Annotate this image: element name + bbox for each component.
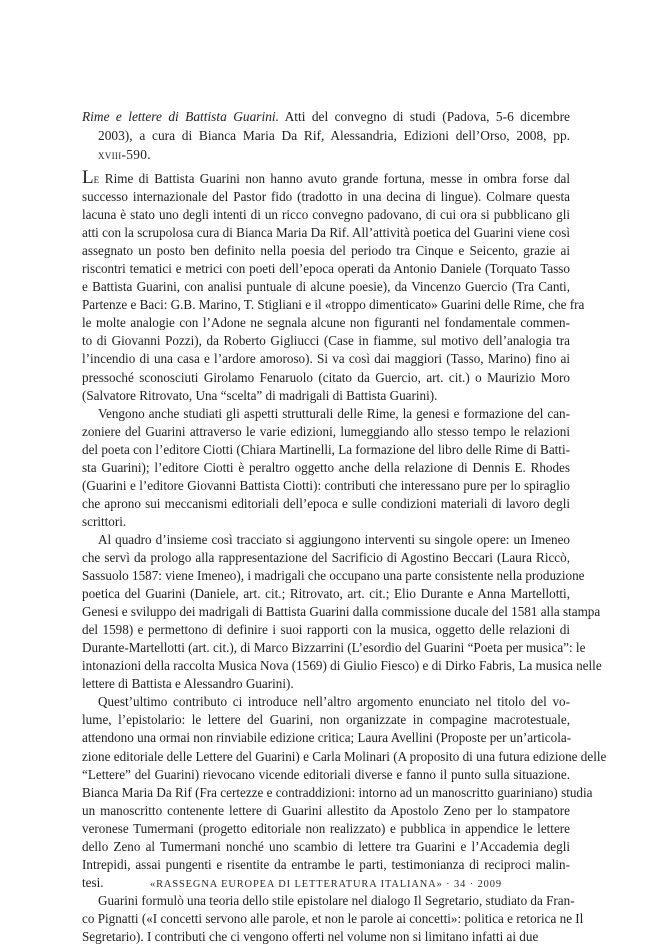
body-line: Le Rime di Battista Guarini non hanno avuto grande fortuna, messe in ombra forse dal	[82, 167, 570, 188]
body-line: pressoché sconosciuti Girolamo Fenaruolo (citato da Guercio, art. cit.) o Maurizio Moro	[82, 369, 570, 385]
body-line: successo internazionale del Pastor fido (tradotto in una decina di lingue). Colmare questa	[82, 189, 570, 205]
body-line: co Pignatti («I concetti servono alle parole, et non le parole ai concetti»: politica e retorica ne Il	[82, 910, 584, 926]
body-line: zione editoriale delle Lettere del Guarini) e Carla Molinari (A proposito di una futura edizione delle	[82, 748, 607, 764]
book-title: Rime e lettere di Battista Guarini.	[82, 109, 279, 124]
body-line: Al quadro d’insieme così tracciato si aggiungono interventi su singole opere: un Imeneo	[98, 531, 570, 547]
body-line: attendono una ormai non rinviabile edizione critica; Laura Avellini (Proposte per un’articola-	[82, 730, 572, 746]
body-line: assegnato un posto ben definito nella poesia del periodo tra Cinque e Seicento, grazie ai	[82, 243, 570, 259]
body-line: Segretario). I contributi che ci vengono offerti nel volume non si limitano infatti ai due	[82, 928, 539, 944]
book-reference-header	[82, 107, 570, 164]
body-line: atti con la scrupolosa cura di Bianca Maria Da Rif. All’attività poetica del Guarini viene così	[82, 225, 570, 241]
body-line: Intrepidi, assai pungenti e risentite da entrambe le parti, testimonianza di reciproci malin-	[82, 856, 570, 872]
header-line-2: 2003), a cura di Bianca Maria Da Rif, Alessandria, Edizioni dell’Orso, 2008, pp.	[98, 128, 570, 143]
body-line: che aprono sui meccanismi editoriali dell’epoca e sulle condizioni materiali di lavoro degli	[82, 495, 570, 511]
body-line: Bianca Maria Da Rif (Fra certezze e contraddizioni: intorno ad un manoscritto guariniano) studia	[82, 784, 593, 800]
body-line: zoniere del Guarini attraverso le varie edizioni, lumeggiando allo stesso tempo le relazioni	[82, 423, 570, 439]
body-line: intonazioni della raccolta Musica Nova (1569) di Giulio Fiesco) e di Dirko Fabris, La musica nelle	[82, 658, 602, 674]
body-line: del poeta con l’editore Ciotti (Chiara Martinelli, La formazione del libro delle Rime di Batti-	[82, 441, 570, 457]
body-line: sta Guarini); l’editore Ciotti è peraltro oggetto anche della relazione di Dennis E. Rhodes	[82, 459, 570, 475]
header-line-3: xviii-590.	[98, 147, 151, 162]
small-caps-lead: e	[93, 171, 100, 186]
header-line-1: Rime e lettere di Battista Guarini. Atti del convegno di studi (Padova, 5-6 dicembre	[82, 109, 570, 124]
body-line: dello Zeno al Tumermani nonché uno scambio di lettere tra Guarini e l’Accademia degli	[82, 838, 570, 854]
body-line: (Salvatore Ritrovato, Una “scelta” di madrigali di Battista Guarini).	[82, 387, 438, 403]
body-line: Durante-Martellotti (art. cit.), di Marco Bizzarrini (L’esordio del Guarini “Poeta per musica”: le	[82, 640, 586, 656]
body-line: scrittori.	[82, 513, 127, 529]
body-line: lume, l’epistolario: le lettere del Guarini, non organizzate in compagine macrotestuale,	[82, 712, 570, 728]
body-line: Vengono anche studiati gli aspetti strutturali delle Rime, la genesi e formazione del can-	[98, 405, 570, 421]
body-line: to di Giovanni Pozzi), da Roberto Gigliucci (Case in fiamme, sul motivo dell’analogia tra	[82, 333, 570, 349]
body-line: Genesi e sviluppo dei madrigali di Battista Guarini dalla commissione ducale del 1581 alla stampa	[82, 604, 601, 620]
body-line: e Battista Guarini, con analisi puntuale di alcune poesie), da Vincenzo Guercio (Tra Canti,	[82, 279, 570, 295]
running-footer: «RASSEGNA EUROPEA DI LETTERATURA ITALIANA» · 34 · 2009	[150, 879, 502, 890]
body-line: veronese Tumermani (progetto editoriale non realizzato) e pubblica in appendice le lettere	[82, 820, 570, 836]
body-line: l’incendio di una casa e l’ardore amoroso). Si va così dai maggiori (Tasso, Marino) fino ai	[82, 351, 570, 367]
body-line: del 1598) e permettono di definire i suoi rapporti con la musica, oggetto delle relazioni di	[82, 622, 570, 638]
body-line: lettere di Battista e Alessandro Guarini).	[82, 676, 294, 692]
body-line: lacuna è stato uno degli intenti di un ricco convegno padovano, di cui ora si pubblicano gli	[82, 207, 570, 223]
body-line: Quest’ultimo contributo ci introduce nell’altro argomento enunciato nel titolo del vo-	[98, 694, 570, 710]
body-line: un manoscritto contenente lettere di Guarini allestito da Apostolo Zeno per lo stampatore	[82, 802, 570, 818]
review-body	[82, 167, 607, 946]
body-line: poetica del Guarini (Daniele, art. cit.; Ritrovato, art. cit.; Elio Durante e Anna Martellotti,	[82, 586, 570, 602]
body-line: le molte analogie con l’Adone ne segnala alcune non figuranti nel fondamentale commen-	[82, 315, 570, 331]
body-line: Partenze e Baci: G.B. Marino, T. Stigliani e il «troppo dimenticato» Guarini delle Rime, che fra	[82, 297, 585, 313]
body-line: Sassuolo 1587: viene Imeneo), i madrigali che occupano una parte consistente nella produzione	[82, 568, 585, 584]
drop-cap: L	[82, 167, 94, 188]
body-line: riscontri tematici e metrici con poeti dell’epoca operati da Antonio Daniele (Torquato Tasso	[82, 261, 570, 277]
body-line: che servì da prologo alla rappresentazione del Sacrificio di Agostino Beccari (Laura Riccò,	[82, 549, 570, 565]
body-line: (Guarini e l’editore Giovanni Battista Ciotti): contributi che interessano pure per lo spiraglio	[82, 477, 570, 493]
body-line: tesi.	[82, 874, 104, 890]
body-line: Guarini formulò una teoria dello stile epistolare nel dialogo Il Segretario, studiato da Fran-	[98, 892, 575, 908]
body-line: “Lettere” del Guarini) rievocano vicende editoriali diverse e fanno il punto sulla situazione.	[82, 766, 570, 782]
